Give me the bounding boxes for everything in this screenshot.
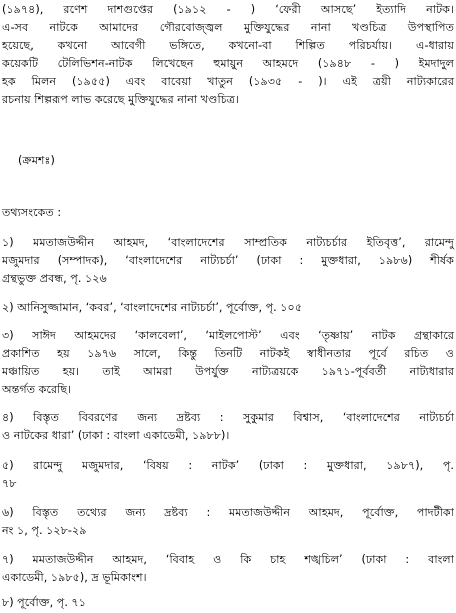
reference-line: ২) আনিসুজ্জামান, ‘কবর’, ‘বাংলাদেশের নাট্যচর্চা’, পূর্বোক্ত, পৃ. ১০৫ <box>2 301 303 314</box>
reference-line: একাডেমী, ১৯৮৫), দ্র ভূমিকাংশ। <box>2 571 147 584</box>
reference-line: ৬) বিস্তৃত তথ্যের জন্য দ্রষ্টব্য : মমতাজউদ্দীন আহমদ, পূর্বোক্ত, পাদটীকা <box>2 506 454 519</box>
reference-line: প্রকাশিত হয় ১৯৭৬ সালে, কিন্তু তিনটি নাটকই স্বাধীনতার পূর্বে রচিত ও <box>2 347 454 360</box>
reference-line: নং ১, পৃ. ১২৮-২৯ <box>2 524 87 537</box>
reference-line: ৭) মমতাজউদ্দীন আহমদ, ‘বিবাহ ও কি চাহ শঙ্খচিল’ (ঢাকা : বাংলা <box>2 553 454 566</box>
reference-line: ৪) বিস্তৃত বিবরণের জন্য দ্রষ্টব্য : সুকুমার বিশ্বাস, ‘বাংলাদেশের নাট্যচর্চা <box>2 411 454 424</box>
paragraph-line: হক মিলন (১৯৫৫) এবং বাবেয়া খাতুন (১৯৩৫ - )। এই ত্রয়ী নাট্যকারের <box>2 75 454 88</box>
reference-line: মঞ্চায়িত হয়। তাই আমরা উপর্যুক্ত নাট্যত্রয়কে ১৯৭১-পূর্ববর্তী নাট্যধারার <box>2 365 454 378</box>
references-heading: তথ্যসংকেত : <box>2 206 62 219</box>
reference-line: ৫) রামেন্দু মজুমদার, ‘বিষয় : নাটক’ (ঢাকা : মুক্তধারা, ১৯৮৭), পৃ. <box>2 459 454 472</box>
reference-line: ১) মমতাজউদ্দীন আহমদ, ‘বাংলাদেশের সাম্প্রতিক নাট্যচর্চার ইতিবৃত্ত’, রামেন্দু <box>2 236 454 249</box>
reference-line: অন্তর্গত করেছি। <box>2 383 72 396</box>
paragraph-line: হয়েছে, কখনো আবেগী ভঙ্গিতে, কখনো-বা শিল্পিত পরিচর্যায়। এ-ধারায় <box>2 39 454 52</box>
reference-line: ৩) সাঈদ আহমদের ‘কালবেলা’, ‘মাইলপোস্ট’ এবং ‘তৃষ্ণায়’ নাটক গ্রন্থাকারে <box>2 329 454 342</box>
paragraph-line: কয়েকটি টেলিভিশন-নাটক লিখেছেন হুমায়ুন আহমদে (১৯৪৮ - ) ইমদাদুল <box>2 57 454 70</box>
paragraph-line: রচনায় শিল্পরূপ লাভ করেছে মুক্তিযুদ্ধের নানা খণ্ডচিত্র। <box>2 93 239 106</box>
reference-line: মজুমদার (সম্পাদক), ‘বাংলাদেশের নাট্যচর্চা’ (ঢাকা : মুক্তধারা, ১৯৮৬) শীর্ষক <box>2 254 454 267</box>
paragraph-line: (১৯৭৪), রণেশ দাশগুপ্তের (১৯১২ - ) ‘ফেরী আসছে’ ইত্যাদি নাটক। <box>2 3 454 16</box>
paragraph-line: এ-সব নাটকে আমাদের গৌরবোজ্জ্বল মুক্তিযুদ্ধের নানা খণ্ডচিত্র উপস্থাপিত <box>2 21 454 34</box>
continued-marker: (ক্রমশঃ) <box>18 154 55 167</box>
reference-line: ৭৮ <box>2 477 17 490</box>
reference-line: ও নাটকের ধারা’ (ঢাকা : বাংলা একাডেমী, ১৯৮৮)। <box>2 429 230 442</box>
reference-line: গ্রন্থভুক্ত প্রবন্ধ, পৃ. ১২৬ <box>2 272 107 285</box>
reference-line: ৮) পূর্বোক্ত, পৃ. ৭১ <box>2 596 86 609</box>
